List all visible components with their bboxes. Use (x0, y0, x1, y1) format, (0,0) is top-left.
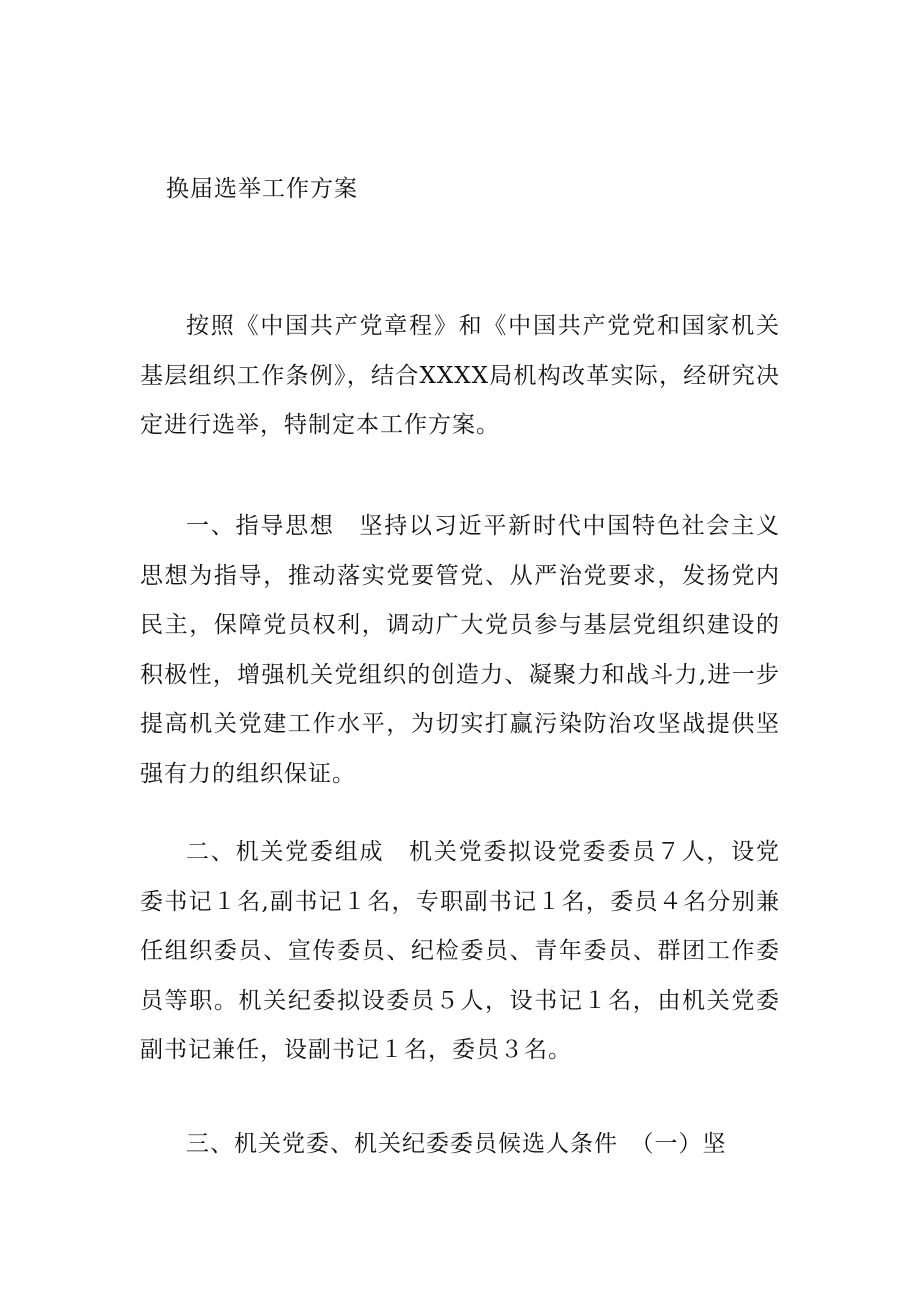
section-committee-composition-paragraph: 二、机关党委组成 机关党委拟设党委委员７人，设党委书记１名,副书记１名，专职副书记１名，委员４名分别兼任组织委员、宣传委员、纪检委员、青年委员、群团工作委员等职。机关纪委拟设委员５人，设书记１名，由机关党委副书记兼任，设副书记１名，委员３名。 (140, 839, 780, 1063)
intro-paragraph: 按照《中国共产党章程》和《中国共产党党和国家机关基层组织工作条例》，结合XXXX局机构改革实际，经研究决定进行选举，特制定本工作方案。 (140, 313, 780, 438)
document-title: 换届选举工作方案 (166, 176, 358, 202)
section-candidate-conditions-paragraph: 三、机关党委、机关纪委委员候选人条件 （一）坚 (186, 1131, 727, 1157)
section-guiding-ideology-paragraph: 一、指导思想 坚持以习近平新时代中国特色社会主义思想为指导，推动落实党要管党、从严治党要求，发扬党内民主，保障党员权利，调动广大党员参与基层党组织建设的积极性，增强机关党组织的创造力、凝聚力和战斗力,进一步提高机关党建工作水平，为切实打赢污染防治攻坚战提供坚强有力的组织保证。 (140, 513, 780, 787)
